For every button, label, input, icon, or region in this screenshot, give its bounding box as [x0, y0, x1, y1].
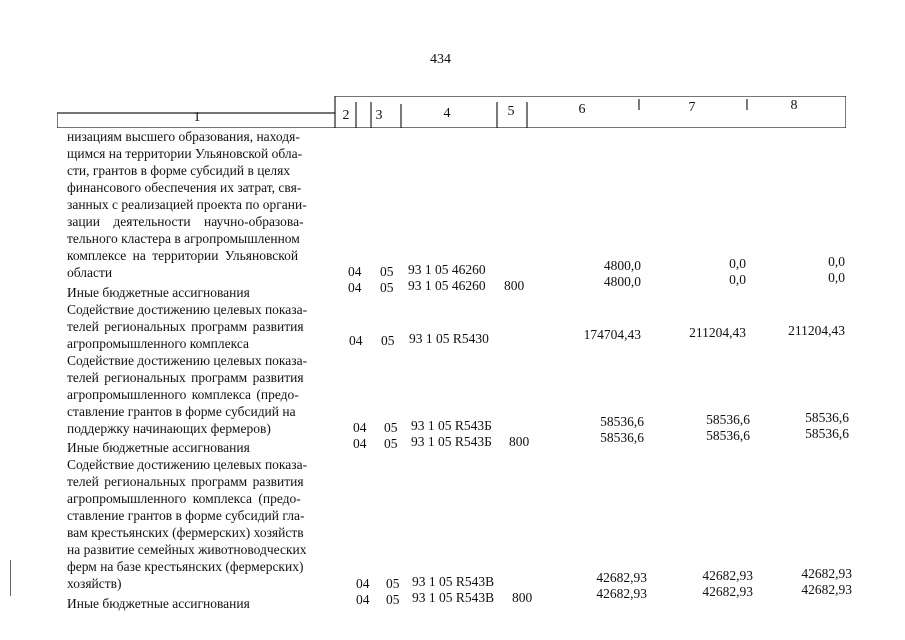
cell-vr: 800	[509, 434, 530, 449]
description-line: Содействие достижению целевых показа-	[67, 457, 308, 472]
description-line: телей региональных программ развития	[67, 319, 304, 334]
description-line: области	[67, 265, 113, 280]
description-line: агропромышленного комплекса (предо-	[67, 387, 299, 402]
description-line: Содействие достижению целевых показа-	[67, 302, 308, 317]
cell-pr: 05	[380, 280, 394, 295]
cell-csr: 93 1 05 R543В	[412, 590, 495, 605]
header-col-3: 3	[375, 108, 383, 123]
cell-csr: 93 1 05 46260	[408, 262, 486, 277]
cell-pr: 05	[386, 576, 400, 591]
cell-pr: 05	[386, 592, 400, 607]
description-line: телей региональных программ развития	[67, 474, 304, 489]
description-line: агропромышленного комплекса	[67, 336, 249, 351]
cell-value-7: 0,0	[729, 272, 746, 287]
cell-value-6: 174704,43	[583, 327, 641, 342]
cell-pr: 05	[380, 264, 394, 279]
description-line: финансового обеспечения их затрат, свя-	[67, 180, 302, 195]
cell-value-6: 42682,93	[596, 570, 647, 585]
description-line: зации деятельности научно-образова-	[67, 214, 304, 229]
cell-value-6: 4800,0	[603, 258, 641, 273]
page-number: 434	[430, 52, 451, 67]
cell-csr: 93 1 05 R5430	[409, 331, 489, 346]
cell-value-8: 0,0	[828, 254, 845, 269]
cell-value-6: 58536,6	[600, 430, 644, 445]
cell-value-8: 211204,43	[788, 323, 845, 338]
description-line: Содействие достижению целевых показа-	[67, 353, 308, 368]
cell-value-7: 58536,6	[706, 412, 750, 427]
description-line: хозяйств)	[67, 576, 122, 591]
cell-rz: 04	[348, 264, 362, 279]
cell-pr: 05	[384, 420, 398, 435]
header-col-6: 6	[578, 102, 586, 117]
cell-value-7: 0,0	[729, 256, 746, 271]
description-line: комплексе на территории Ульяновской	[67, 248, 299, 263]
cell-rz: 04	[353, 436, 367, 451]
description-line: Иные бюджетные ассигнования	[67, 440, 250, 455]
cell-csr: 93 1 05 R543Б	[411, 434, 492, 449]
cell-value-7: 42682,93	[702, 584, 753, 599]
cell-vr: 800	[512, 590, 533, 605]
description-line: сти, грантов в форме субсидий в целях	[67, 163, 291, 178]
cell-csr: 93 1 05 R543Б	[411, 418, 492, 433]
description-line: Иные бюджетные ассигнования	[67, 285, 250, 300]
cell-csr: 93 1 05 R543В	[412, 574, 495, 589]
cell-pr: 05	[384, 436, 398, 451]
header-col-7: 7	[688, 100, 696, 115]
header-col-2: 2	[342, 108, 350, 123]
cell-value-7: 211204,43	[689, 325, 746, 340]
header-col-8: 8	[790, 98, 798, 113]
cell-pr: 05	[381, 333, 395, 348]
cell-csr: 93 1 05 46260	[408, 278, 486, 293]
header-col-5: 5	[507, 104, 515, 119]
description-line: тельного кластера в агропромышленном	[67, 231, 300, 246]
cell-value-7: 42682,93	[702, 568, 753, 583]
description-line: ферм на базе крестьянских (фермерских)	[67, 559, 304, 574]
description-line: агропромышленного комплекса (предо-	[67, 491, 301, 506]
cell-rz: 04	[356, 592, 370, 607]
description-line: ставление грантов в форме субсидий гла-	[67, 508, 305, 523]
description-line: вам крестьянских (фермерских) хозяйств	[67, 525, 304, 540]
scan-margin-mark	[10, 560, 11, 596]
cell-value-8: 0,0	[828, 270, 845, 285]
cell-vr: 800	[504, 278, 525, 293]
description-line: щимся на территории Ульяновской обла-	[67, 146, 303, 161]
cell-rz: 04	[349, 333, 363, 348]
cell-value-8: 42682,93	[801, 582, 852, 597]
header-col-1: 1	[193, 110, 201, 125]
cell-value-8: 58536,6	[805, 426, 849, 441]
cell-value-8: 58536,6	[805, 410, 849, 425]
description-line: телей региональных программ развития	[67, 370, 304, 385]
description-line: поддержку начинающих фермеров)	[67, 421, 271, 436]
description-line: низациям высшего образования, находя-	[67, 129, 300, 144]
cell-rz: 04	[356, 576, 370, 591]
cell-value-6: 58536,6	[600, 414, 644, 429]
cell-value-7: 58536,6	[706, 428, 750, 443]
cell-value-6: 4800,0	[603, 274, 641, 289]
cell-value-6: 42682,93	[596, 586, 647, 601]
description-line: занных с реализацией проекта по органи-	[67, 197, 307, 212]
cell-rz: 04	[353, 420, 367, 435]
table-header	[57, 96, 846, 128]
cell-value-8: 42682,93	[801, 566, 852, 581]
header-col-4: 4	[443, 106, 451, 121]
description-line: Иные бюджетные ассигнования	[67, 596, 250, 611]
description-line: на развитие семейных животноводческих	[67, 542, 307, 557]
cell-rz: 04	[348, 280, 362, 295]
description-line: ставление грантов в форме субсидий на	[67, 404, 296, 419]
